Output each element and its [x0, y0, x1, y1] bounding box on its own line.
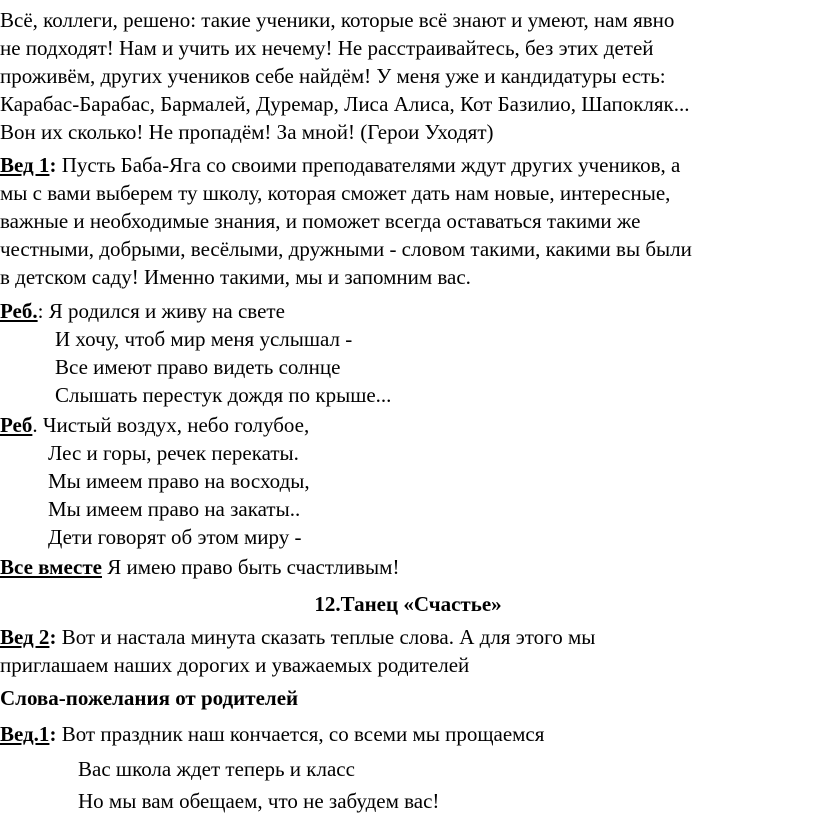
speaker-label: Реб. [0, 299, 38, 323]
speech-line: честными, добрыми, весёлыми, дружными - словом такими, какими вы были [0, 237, 692, 261]
speaker-colon: : [49, 722, 57, 746]
speaker-label: Все вместе [0, 555, 102, 579]
speech-text: Вот праздник наш кончается, со всеми мы прощаемся [56, 722, 545, 746]
speech-line: Но мы вам обещаем, что не забудем вас! [78, 789, 440, 813]
speaker-label: Вед.1 [0, 722, 50, 746]
speaker-label: Вед 1 [0, 153, 50, 177]
ved1-paragraph [0, 151, 680, 179]
all-together-line [0, 553, 399, 581]
parents-heading: Слова-пожелания от родителей [0, 686, 299, 710]
intro-line: Вон их сколько! Не пропадём! За мной! (Герои Уходят) [0, 120, 494, 144]
speaker-colon: : [49, 625, 57, 649]
poem-line: Слышать перестук дождя по крыше... [55, 383, 392, 407]
speaker-label: Вед 2 [0, 625, 50, 649]
ved1-final-paragraph [0, 720, 544, 748]
speech-line: важные и необходимые знания, и поможет всегда оставаться такими же [0, 209, 641, 233]
poem-text: : Я родился и живу на свете [37, 299, 285, 323]
speech-line: мы с вами выберем ту школу, которая сможет дать нам новые, интересные, [0, 181, 671, 205]
poem-line: Лес и горы, речек перекаты. [48, 441, 299, 465]
ved2-paragraph [0, 623, 595, 651]
dance-title: 12.Танец «Счастье» [314, 592, 502, 616]
intro-line: Карабас-Барабас, Бармалей, Дуремар, Лиса Алиса, Кот Базилио, Шапокляк... [0, 92, 690, 116]
poem-line: И хочу, чтоб мир меня услышал - [55, 327, 353, 351]
speaker-label: Реб [0, 413, 33, 437]
speech-text: Я имею право быть счастливым! [101, 555, 400, 579]
poem-text: . Чистый воздух, небо голубое, [32, 413, 310, 437]
speaker-colon: : [49, 153, 57, 177]
speech-line: Вас школа ждет теперь и класс [78, 757, 355, 781]
intro-line: Всё, коллеги, решено: такие ученики, которые всё знают и умеют, нам явно [0, 8, 675, 32]
intro-line: не подходят! Нам и учить их нечему! Не расстраивайтесь, без этих детей [0, 36, 654, 60]
poem-line: Все имеют право видеть солнце [55, 355, 341, 379]
intro-line: проживём, других учеников себе найдём! У меня уже и кандидатуры есть: [0, 64, 666, 88]
reb2-first-line [0, 411, 309, 439]
reb1-first-line [0, 297, 285, 325]
speech-text: Вот и настала минута сказать теплые слова. А для этого мы [56, 625, 596, 649]
poem-line: Мы имеем право на закаты.. [48, 497, 301, 521]
speech-text: Пусть Баба-Яга со своими преподавателями ждут других учеников, а [56, 153, 681, 177]
poem-line: Дети говорят об этом миру - [48, 525, 302, 549]
poem-line: Мы имеем право на восходы, [48, 469, 310, 493]
speech-line: приглашаем наших дорогих и уважаемых родителей [0, 653, 470, 677]
speech-line: в детском саду! Именно такими, мы и запомним вас. [0, 265, 471, 289]
